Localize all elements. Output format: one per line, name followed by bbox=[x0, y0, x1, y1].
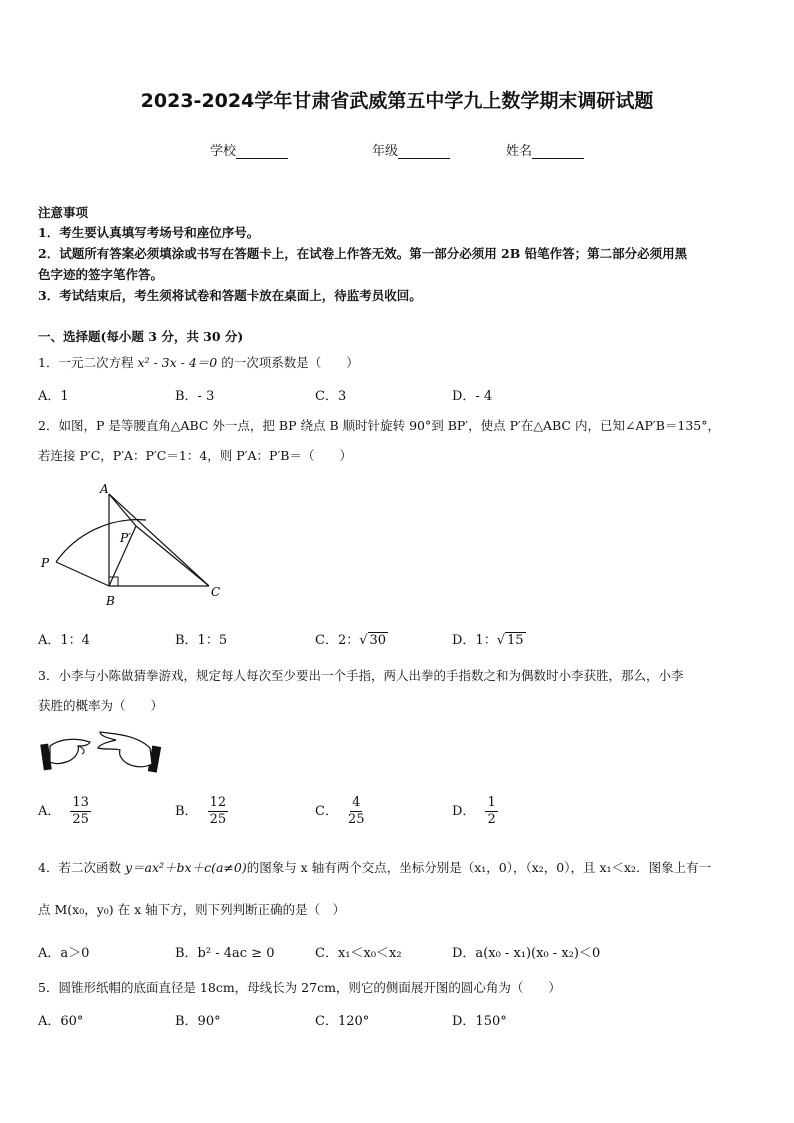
notice-item: 2．试题所有答案必须填涂或书写在答题卡上，在试卷上作答无效。第一部分必须用 2B 铅笔作答；第二部分必须用黑 bbox=[38, 246, 688, 261]
label-b: B bbox=[106, 594, 115, 608]
grade-label: 年级 bbox=[372, 144, 399, 159]
q5-option-d[interactable]: D．150° bbox=[452, 1014, 507, 1029]
grade-blank[interactable] bbox=[398, 144, 450, 159]
question-3-line2: 获胜的概率为（ ） bbox=[38, 698, 164, 713]
segment-bp bbox=[56, 562, 109, 586]
school-label: 学校 bbox=[210, 144, 237, 159]
label-p: P bbox=[41, 556, 50, 570]
rotation-arc bbox=[56, 520, 146, 562]
q2-option-d-radicand: 15 bbox=[507, 633, 524, 648]
q3-option-b-fraction: $\frac{12}{25}$ bbox=[209, 795, 227, 827]
q3-option-b[interactable] bbox=[175, 795, 228, 828]
q3-option-c-label: C． bbox=[315, 804, 338, 819]
q2-option-d[interactable]: D．1：√ 15 bbox=[452, 633, 524, 648]
school-blank[interactable] bbox=[236, 144, 288, 159]
q1-option-a[interactable]: A．1 bbox=[38, 389, 69, 404]
name-label: 姓名 bbox=[506, 144, 533, 159]
right-hand-image bbox=[98, 732, 161, 773]
q4-option-d[interactable]: D．a(x₀ - x₁)(x₀ - x₂)＜0 bbox=[452, 946, 601, 961]
notice-item: 色字迹的签字笔作答。 bbox=[38, 267, 164, 282]
q1-option-b[interactable]: B．- 3 bbox=[175, 389, 215, 404]
question-2-line2: 若连接 P′C，P′A：P′C＝1：4，则 P′A：P′B＝（ ） bbox=[38, 448, 352, 463]
question-2-line1: 2．如图，P 是等腰直角△ABC 外一点，把 BP 绕点 B 顺时针旋转 90°到 BP′，使点 P′在△ABC 内，已知∠AP′B＝135°， bbox=[38, 418, 721, 433]
q3-option-c[interactable] bbox=[315, 795, 365, 828]
name-blank[interactable] bbox=[532, 144, 584, 159]
q3-option-d-fraction: $\frac{1}{2}$ bbox=[487, 795, 496, 827]
question-3-line1: 3．小李与小陈做猜拳游戏，规定每人每次至少要出一个手指，两人出拳的手指数之和为偶数时小李获胜，那么，小李 bbox=[38, 668, 684, 683]
notice-heading: 注意事项 bbox=[38, 205, 89, 220]
q3-option-a[interactable] bbox=[38, 795, 91, 828]
right-angle-mark bbox=[109, 577, 118, 586]
q2-option-a[interactable]: A．1：4 bbox=[38, 633, 90, 648]
q3-option-a-fraction: $\frac{13}{25}$ bbox=[72, 795, 89, 827]
label-p-prime: P′ bbox=[120, 531, 131, 545]
q4-option-c[interactable]: C．x₁＜x₀＜x₂ bbox=[315, 946, 402, 961]
q5-option-c[interactable]: C．120° bbox=[315, 1014, 370, 1029]
school-field[interactable] bbox=[210, 140, 288, 159]
segment-p1c bbox=[136, 526, 209, 586]
notice-item: 1．考生要认真填写考场号和座位序号。 bbox=[38, 225, 260, 240]
q1-option-d[interactable]: D．- 4 bbox=[452, 389, 493, 404]
q2-option-b[interactable]: B．1：5 bbox=[175, 633, 228, 648]
q3-option-b-label: B． bbox=[175, 804, 198, 819]
name-field[interactable] bbox=[506, 140, 584, 159]
q5-option-a[interactable]: A．60° bbox=[38, 1014, 84, 1029]
q4-text-a: 4．若二次函数 bbox=[38, 860, 125, 875]
q2-option-c[interactable]: C．2：√ 30 bbox=[315, 633, 387, 648]
q3-option-c-fraction: $\frac{4}{25}$ bbox=[347, 795, 365, 827]
notice-item: 3．考试结束后，考生须将试卷和答题卡放在桌面上，待监考员收回。 bbox=[38, 288, 422, 303]
q4-option-a[interactable]: A．a＞0 bbox=[38, 946, 90, 961]
question-4-line1 bbox=[38, 858, 711, 876]
question-1 bbox=[38, 353, 359, 371]
q4-option-b[interactable]: B．b² - 4ac ≥ 0 bbox=[175, 946, 275, 961]
q3-option-d[interactable] bbox=[452, 795, 498, 828]
label-a: A bbox=[100, 482, 109, 496]
section-heading: 一、选择题(每小题 3 分，共 30 分) bbox=[38, 329, 244, 344]
q3-option-d-label: D． bbox=[452, 804, 476, 819]
q1-equation: x² - 3x - 4＝0 bbox=[137, 355, 218, 370]
q5-option-b[interactable]: B．90° bbox=[175, 1014, 221, 1029]
q1-option-c[interactable]: C．3 bbox=[315, 389, 347, 404]
q4-text-b: 的图象与 x 轴有两个交点，坐标分别是（x₁，0），（x₂，0），且 x₁＜x₂．图象上有一 bbox=[246, 860, 712, 875]
question-5-line1: 5．圆锥形纸帽的底面直径是 18cm，母线长为 27cm，则它的侧面展开图的圆心角为（ ） bbox=[38, 980, 561, 995]
q1-text-pre: 1．一元二次方程 bbox=[38, 355, 138, 370]
left-hand-image bbox=[40, 739, 90, 770]
hands-figure bbox=[38, 722, 168, 777]
q2-option-c-radicand: 30 bbox=[369, 633, 387, 648]
question-4-line2: 点 M(x₀，y₀) 在 x 轴下方，则下列判断正确的是（ ） bbox=[38, 902, 346, 917]
q2-option-d-label: D．1： bbox=[452, 633, 497, 648]
triangle-figure bbox=[36, 478, 236, 608]
q4-function: y＝ax²＋bx＋c(a≠0) bbox=[124, 860, 247, 875]
grade-field[interactable] bbox=[372, 140, 450, 159]
q2-option-c-label: C．2： bbox=[315, 633, 360, 648]
q1-text-post: 的一次项系数是（ ） bbox=[217, 355, 359, 370]
page-title: 2023-2024学年甘肃省武威第五中学九上数学期末调研试题 bbox=[140, 90, 654, 112]
label-c: C bbox=[211, 585, 221, 599]
q3-option-a-label: A． bbox=[38, 804, 61, 819]
